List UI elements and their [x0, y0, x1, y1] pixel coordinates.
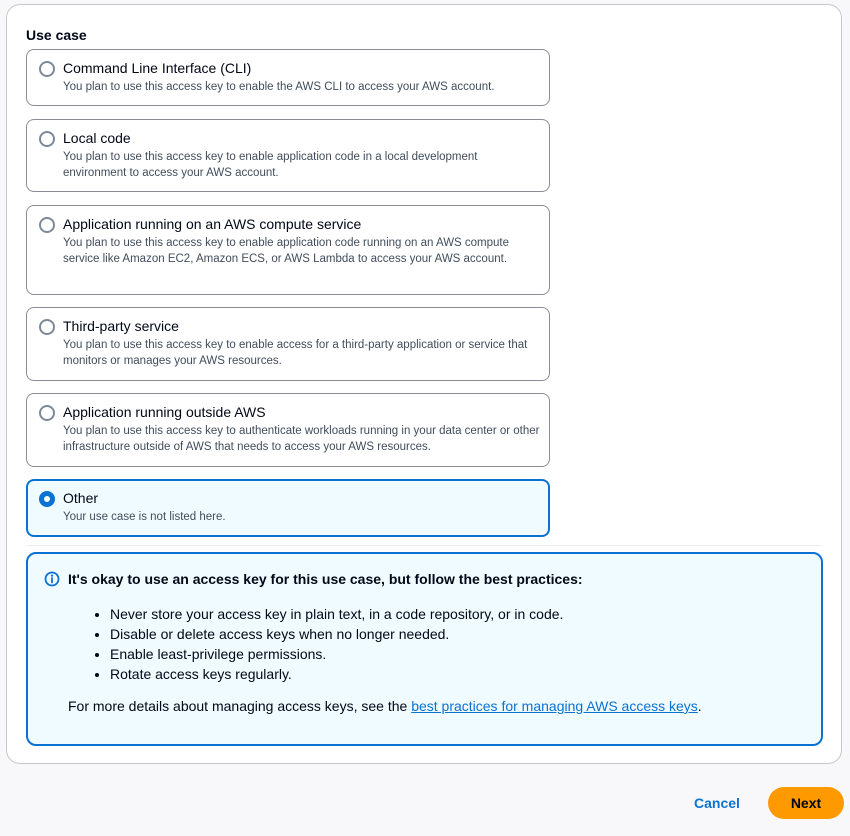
- option-title: Application running outside AWS: [63, 404, 266, 420]
- option-aws-compute[interactable]: [26, 205, 550, 295]
- footer-text: For more details about managing access keys, see the: [68, 698, 412, 714]
- best-practices-link[interactable]: best practices for managing AWS access keys: [411, 698, 698, 714]
- option-description: You plan to use this access key to enable access for a third-party application or service that monitors or manages your AWS resources.: [63, 339, 528, 367]
- radio-button[interactable]: [39, 61, 55, 77]
- option-title: Command Line Interface (CLI): [63, 60, 252, 76]
- list-item: • Never store your access key in plain text, in a code repository, or in code.: [110, 604, 563, 624]
- divider: [26, 545, 822, 546]
- option-title: Other: [63, 490, 99, 506]
- radio-button-selected[interactable]: [39, 491, 55, 507]
- info-alert: [26, 552, 823, 746]
- option-description: Your use case is not listed here.: [63, 511, 226, 523]
- radio-button[interactable]: [39, 319, 55, 335]
- alert-title: It's okay to use an access key for this use case, but follow the best practices:: [68, 571, 583, 587]
- option-outside-aws[interactable]: [26, 393, 550, 467]
- info-icon: [44, 571, 60, 587]
- option-title: Third-party service: [63, 318, 179, 334]
- alert-footer: [68, 698, 702, 714]
- option-third-party[interactable]: [26, 307, 550, 381]
- radio-button[interactable]: [39, 217, 55, 233]
- next-button[interactable]: Next: [768, 787, 844, 819]
- option-local-code[interactable]: [26, 119, 550, 192]
- footer-suffix: .: [697, 698, 702, 714]
- list-item: • Disable or delete access keys when no longer needed.: [110, 624, 563, 644]
- option-description: You plan to use this access key to enable application code in a local development environment to access your AWS account.: [63, 151, 478, 179]
- option-description: You plan to use this access key to authenticate workloads running in your data center or other infrastructure outside of AWS that needs to access your AWS resources.: [63, 425, 540, 453]
- option-description: You plan to use this access key to enable application code running on an AWS compute service like Amazon EC2, Amazon ECS, or AWS Lambda to access your AWS account.: [63, 237, 510, 265]
- cancel-button[interactable]: Cancel: [683, 787, 751, 819]
- list-item: • Enable least-privilege permissions.: [110, 644, 563, 664]
- option-description: You plan to use this access key to enable the AWS CLI to access your AWS account.: [63, 81, 495, 93]
- option-title: Application running on an AWS compute service: [63, 216, 362, 232]
- option-other[interactable]: [26, 479, 550, 537]
- best-practices-list: [68, 604, 563, 684]
- use-case-label: Use case: [26, 27, 87, 43]
- radio-button[interactable]: [39, 405, 55, 421]
- option-title: Local code: [63, 130, 131, 146]
- option-cli[interactable]: [26, 49, 550, 106]
- list-item: • Rotate access keys regularly.: [110, 664, 563, 684]
- radio-button[interactable]: [39, 131, 55, 147]
